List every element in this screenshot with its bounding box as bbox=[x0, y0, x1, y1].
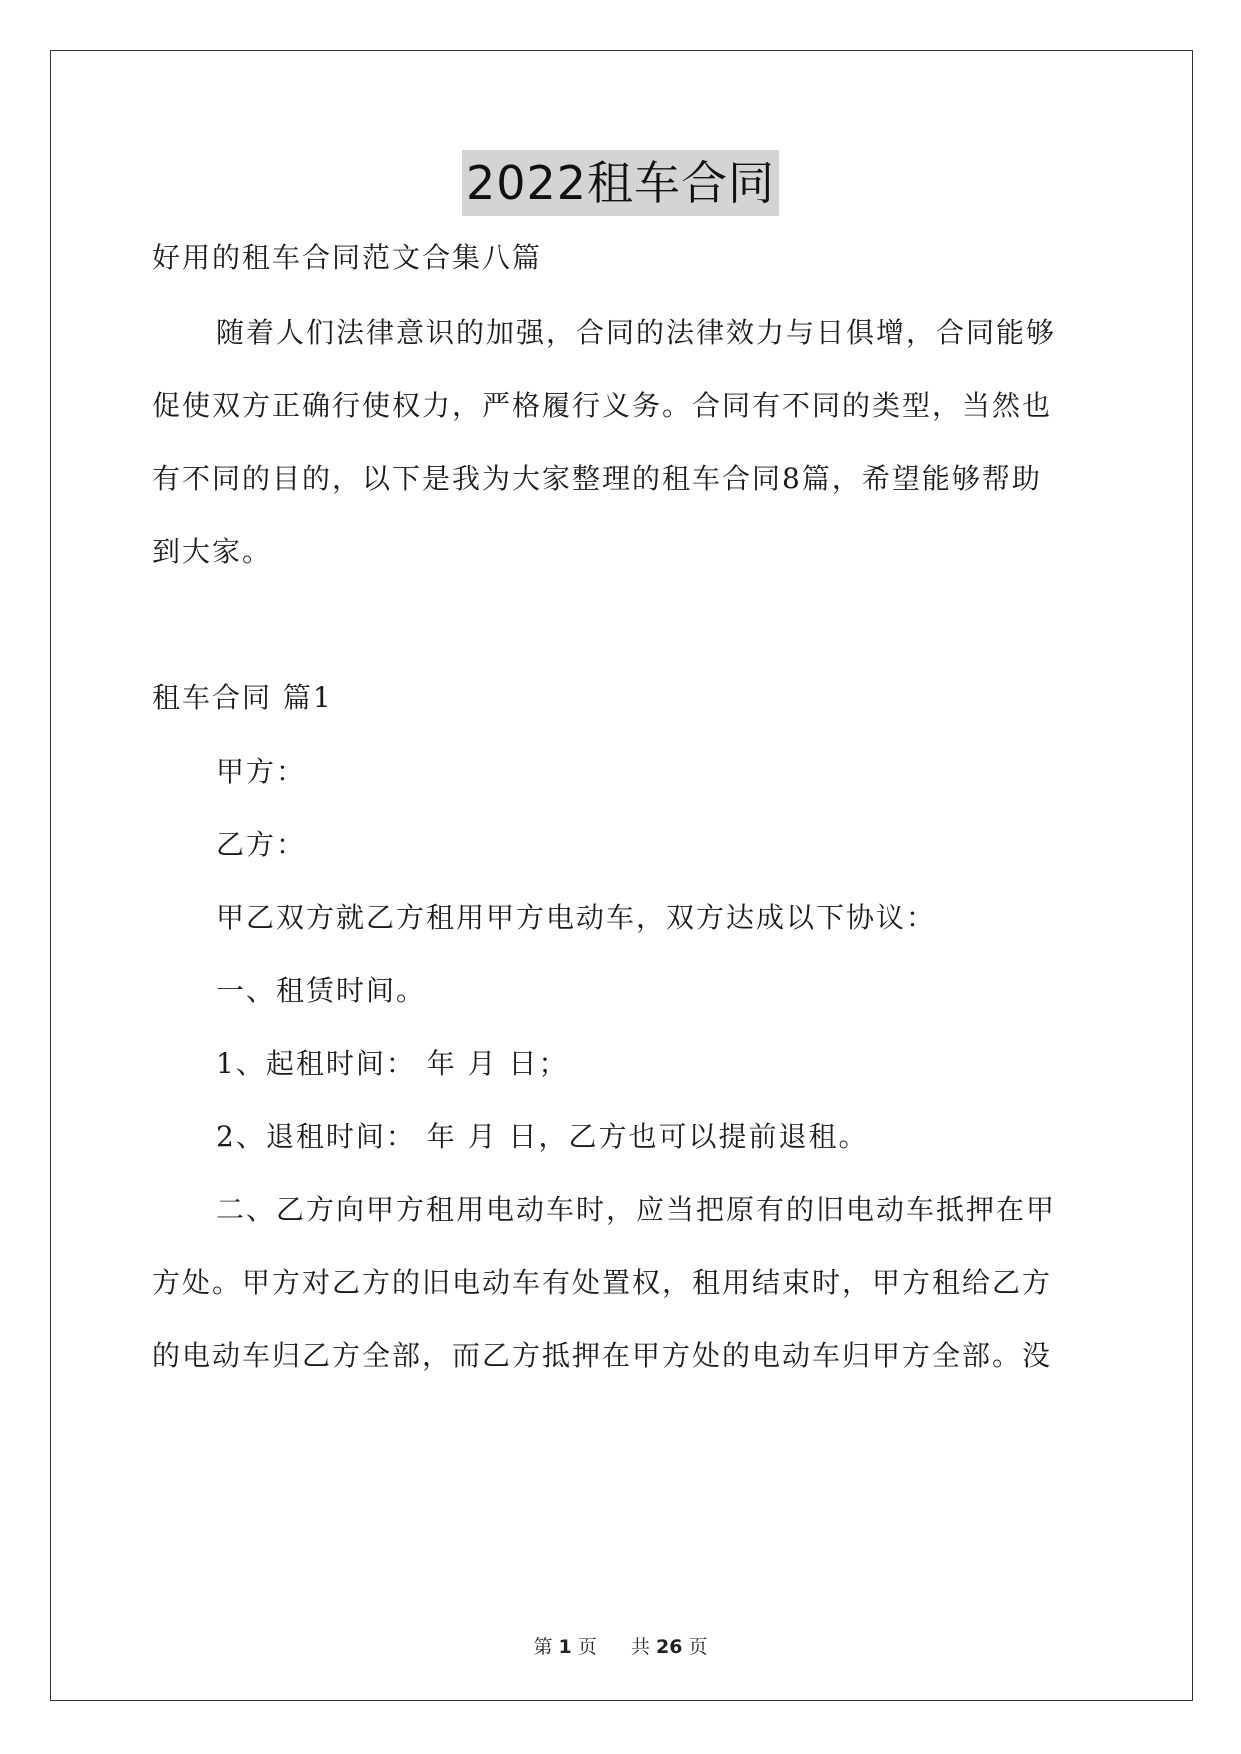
clause-2-line-3: 的电动车归乙方全部，而乙方抵押在甲方处的电动车归甲方全部。没 bbox=[152, 1339, 1053, 1372]
clause-2-line-1: 二、乙方向甲方租用电动车时，应当把原有的旧电动车抵押在甲 bbox=[216, 1193, 1057, 1226]
document-title: 2022租车合同 bbox=[462, 150, 779, 216]
page-footer bbox=[0, 1632, 1241, 1659]
footer-page-suffix: 页 bbox=[577, 1636, 597, 1658]
clause-1-item-2: 2、退租时间： 年 月 日，乙方也可以提前退租。 bbox=[216, 1120, 869, 1153]
footer-total-pages: 26 bbox=[656, 1636, 683, 1658]
clause-1-heading: 一、租赁时间。 bbox=[216, 974, 427, 1007]
party-b-line: 乙方： bbox=[216, 828, 307, 861]
intro-line-3: 有不同的目的，以下是我为大家整理的租车合同8篇，希望能够帮助 bbox=[152, 462, 1042, 495]
page-border bbox=[50, 50, 1193, 1701]
footer-total-prefix: 共 bbox=[630, 1636, 650, 1658]
document-subtitle: 好用的租车合同范文合集八篇 bbox=[152, 241, 543, 274]
intro-line-2: 促使双方正确行使权力，严格履行义务。合同有不同的类型，当然也 bbox=[152, 389, 1053, 422]
clause-2-line-2: 方处。甲方对乙方的旧电动车有处置权，租用结束时，甲方租给乙方 bbox=[152, 1266, 1053, 1299]
title-container bbox=[0, 150, 1241, 216]
party-a-line: 甲方： bbox=[216, 755, 307, 788]
agreement-line: 甲乙双方就乙方租用甲方电动车，双方达成以下协议： bbox=[216, 901, 937, 934]
intro-line-1: 随着人们法律意识的加强，合同的法律效力与日俱增，合同能够 bbox=[216, 316, 1057, 349]
footer-page-prefix: 第 bbox=[533, 1636, 553, 1658]
intro-line-4: 到大家。 bbox=[152, 535, 273, 568]
footer-total-suffix: 页 bbox=[688, 1636, 708, 1658]
section-heading: 租车合同 篇1 bbox=[152, 681, 333, 714]
clause-1-item-1: 1、起租时间： 年 月 日； bbox=[216, 1047, 569, 1080]
footer-page-number: 1 bbox=[558, 1636, 572, 1658]
